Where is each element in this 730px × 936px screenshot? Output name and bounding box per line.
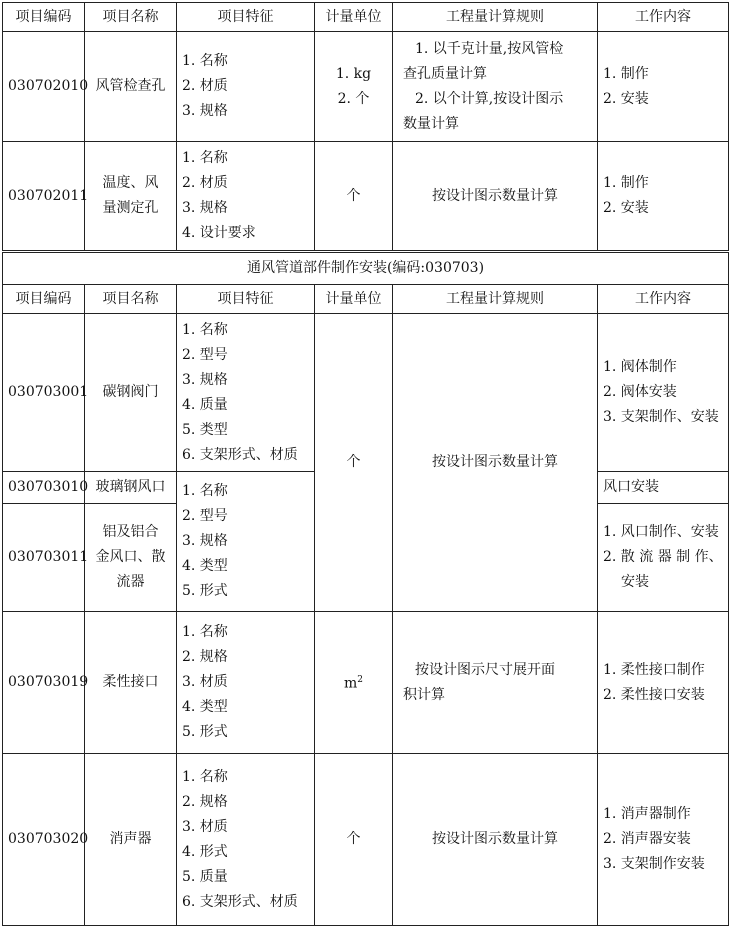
item-unit: 个: [315, 754, 393, 926]
header-features: 项目特征: [177, 3, 315, 32]
feature-line: 2. 规格: [182, 649, 228, 665]
quantity-rules-table: [2, 2, 729, 926]
work-line: 2. 散 流 器 制 作、: [603, 549, 723, 565]
header-unit: 计量单位: [315, 3, 393, 32]
feature-line: 1. 名称: [182, 624, 228, 640]
work-line: 安装: [621, 574, 649, 590]
feature-line: 4. 设计要求: [182, 225, 256, 241]
feature-line: 2. 型号: [182, 508, 228, 524]
work-line: 2. 安装: [603, 200, 649, 216]
item-unit: 个: [315, 142, 393, 252]
item-name: 碳钢阀门: [85, 314, 177, 472]
item-name: 柔性接口: [85, 612, 177, 754]
group-rule: 按设计图示数量计算: [393, 314, 598, 612]
feature-line: 1. 名称: [182, 321, 228, 338]
item-features: [177, 142, 315, 252]
name-line: 温度、风: [102, 175, 159, 191]
work-line: 1. 制作: [603, 175, 649, 191]
header-row: [3, 3, 729, 32]
feature-line: 5. 形式: [182, 583, 228, 599]
feature-line: 2. 材质: [182, 78, 228, 94]
item-code: 030702011: [3, 142, 85, 252]
table-row: [3, 612, 729, 754]
table-row: [3, 32, 729, 142]
feature-line: 1. 名称: [182, 483, 228, 499]
item-rule: [393, 32, 598, 142]
feature-line: 4. 形式: [182, 843, 228, 860]
rule-line: 数量计算: [403, 115, 459, 132]
work-line: 2. 消声器安装: [603, 831, 691, 847]
item-features: [177, 612, 315, 754]
header-name: 项目名称: [85, 3, 177, 32]
item-rule: 按设计图示数量计算: [393, 142, 598, 252]
item-rule: [393, 612, 598, 754]
header-rule: 工程量计算规则: [393, 3, 598, 32]
work-line: 1. 消声器制作: [603, 806, 691, 822]
shared-features: [177, 472, 315, 612]
item-name: 风管检查孔: [85, 32, 177, 142]
feature-line: 1. 名称: [182, 768, 228, 785]
header-code: 项目编码: [3, 3, 85, 32]
item-name: [85, 142, 177, 252]
name-line: 流器: [116, 574, 145, 590]
feature-line: 1. 名称: [182, 53, 228, 69]
feature-line: 6. 支架形式、材质: [182, 446, 298, 463]
rule-line: 1. 以千克计量,按风管检: [415, 40, 564, 57]
item-code: 030703010: [3, 472, 85, 504]
header-row: [3, 285, 729, 314]
item-work: [598, 754, 729, 926]
feature-line: 3. 规格: [182, 103, 228, 119]
section-title: 通风管道部件制作安装(编码:030703): [3, 252, 729, 285]
item-features: [177, 314, 315, 472]
table-row: [3, 142, 729, 252]
item-features: [177, 32, 315, 142]
header-work: 工作内容: [598, 3, 729, 32]
feature-line: 4. 类型: [182, 699, 228, 715]
item-code: 030703019: [3, 612, 85, 754]
work-line: 1. 风口制作、安装: [603, 524, 719, 540]
header-unit: 计量单位: [315, 285, 393, 314]
item-rule: 按设计图示数量计算: [393, 754, 598, 926]
unit-superscript: 2: [357, 675, 363, 686]
rule-line: 积计算: [403, 686, 445, 703]
item-work: [598, 612, 729, 754]
feature-line: 3. 材质: [182, 674, 228, 690]
header-work: 工作内容: [598, 285, 729, 314]
feature-line: 1. 名称: [182, 150, 228, 166]
name-line: 金风口、散: [95, 549, 166, 565]
item-code: 030703011: [3, 504, 85, 612]
item-work: [598, 142, 729, 252]
work-line: 1. 阀体制作: [603, 359, 677, 375]
item-work: [598, 504, 729, 612]
item-unit: [315, 32, 393, 142]
item-work: [598, 32, 729, 142]
item-work: 风口安装: [598, 472, 729, 504]
table-row: [3, 314, 729, 472]
feature-line: 3. 规格: [182, 200, 228, 216]
rule-line: 按设计图示尺寸展开面: [415, 661, 555, 678]
work-line: 2. 阀体安装: [603, 384, 677, 400]
feature-line: 2. 型号: [182, 346, 228, 363]
table-row: [3, 754, 729, 926]
item-unit: [315, 612, 393, 754]
item-code: 030703020: [3, 754, 85, 926]
feature-line: 3. 规格: [182, 371, 228, 388]
feature-line: 4. 类型: [182, 558, 228, 574]
header-name: 项目名称: [85, 285, 177, 314]
rule-line: 查孔质量计算: [403, 65, 487, 82]
unit-line: 1. kg: [335, 65, 372, 82]
group-unit: 个: [315, 314, 393, 612]
item-name: [85, 504, 177, 612]
header-code: 项目编码: [3, 285, 85, 314]
name-line: 量测定孔: [102, 200, 159, 216]
work-line: 2. 柔性接口安装: [603, 686, 705, 703]
work-line: 3. 支架制作、安装: [603, 409, 719, 425]
feature-line: 2. 材质: [182, 175, 228, 191]
feature-line: 3. 材质: [182, 818, 228, 835]
feature-line: 6. 支架形式、材质: [182, 893, 298, 910]
header-rule: 工程量计算规则: [393, 285, 598, 314]
item-name: 玻璃钢风口: [85, 472, 177, 504]
feature-line: 2. 规格: [182, 793, 228, 810]
item-name: 消声器: [85, 754, 177, 926]
feature-line: 5. 形式: [182, 724, 228, 740]
rule-line: 2. 以个计算,按设计图示: [415, 90, 564, 107]
feature-line: 3. 规格: [182, 533, 228, 549]
header-features: 项目特征: [177, 285, 315, 314]
work-line: 1. 制作: [603, 65, 649, 82]
name-line: 铝及铝合: [102, 524, 159, 540]
feature-line: 5. 质量: [182, 868, 228, 885]
work-line: 3. 支架制作安装: [603, 856, 705, 872]
work-line: 2. 安装: [603, 90, 649, 107]
item-code: 030702010: [3, 32, 85, 142]
unit-base: m: [343, 675, 358, 692]
feature-line: 4. 质量: [182, 396, 228, 413]
feature-line: 5. 类型: [182, 421, 228, 438]
item-work: [598, 314, 729, 472]
section-row: [3, 252, 729, 285]
work-line: 1. 柔性接口制作: [603, 661, 705, 678]
item-code: 030703001: [3, 314, 85, 472]
unit-line: 2. 个: [337, 90, 370, 107]
item-features: [177, 754, 315, 926]
